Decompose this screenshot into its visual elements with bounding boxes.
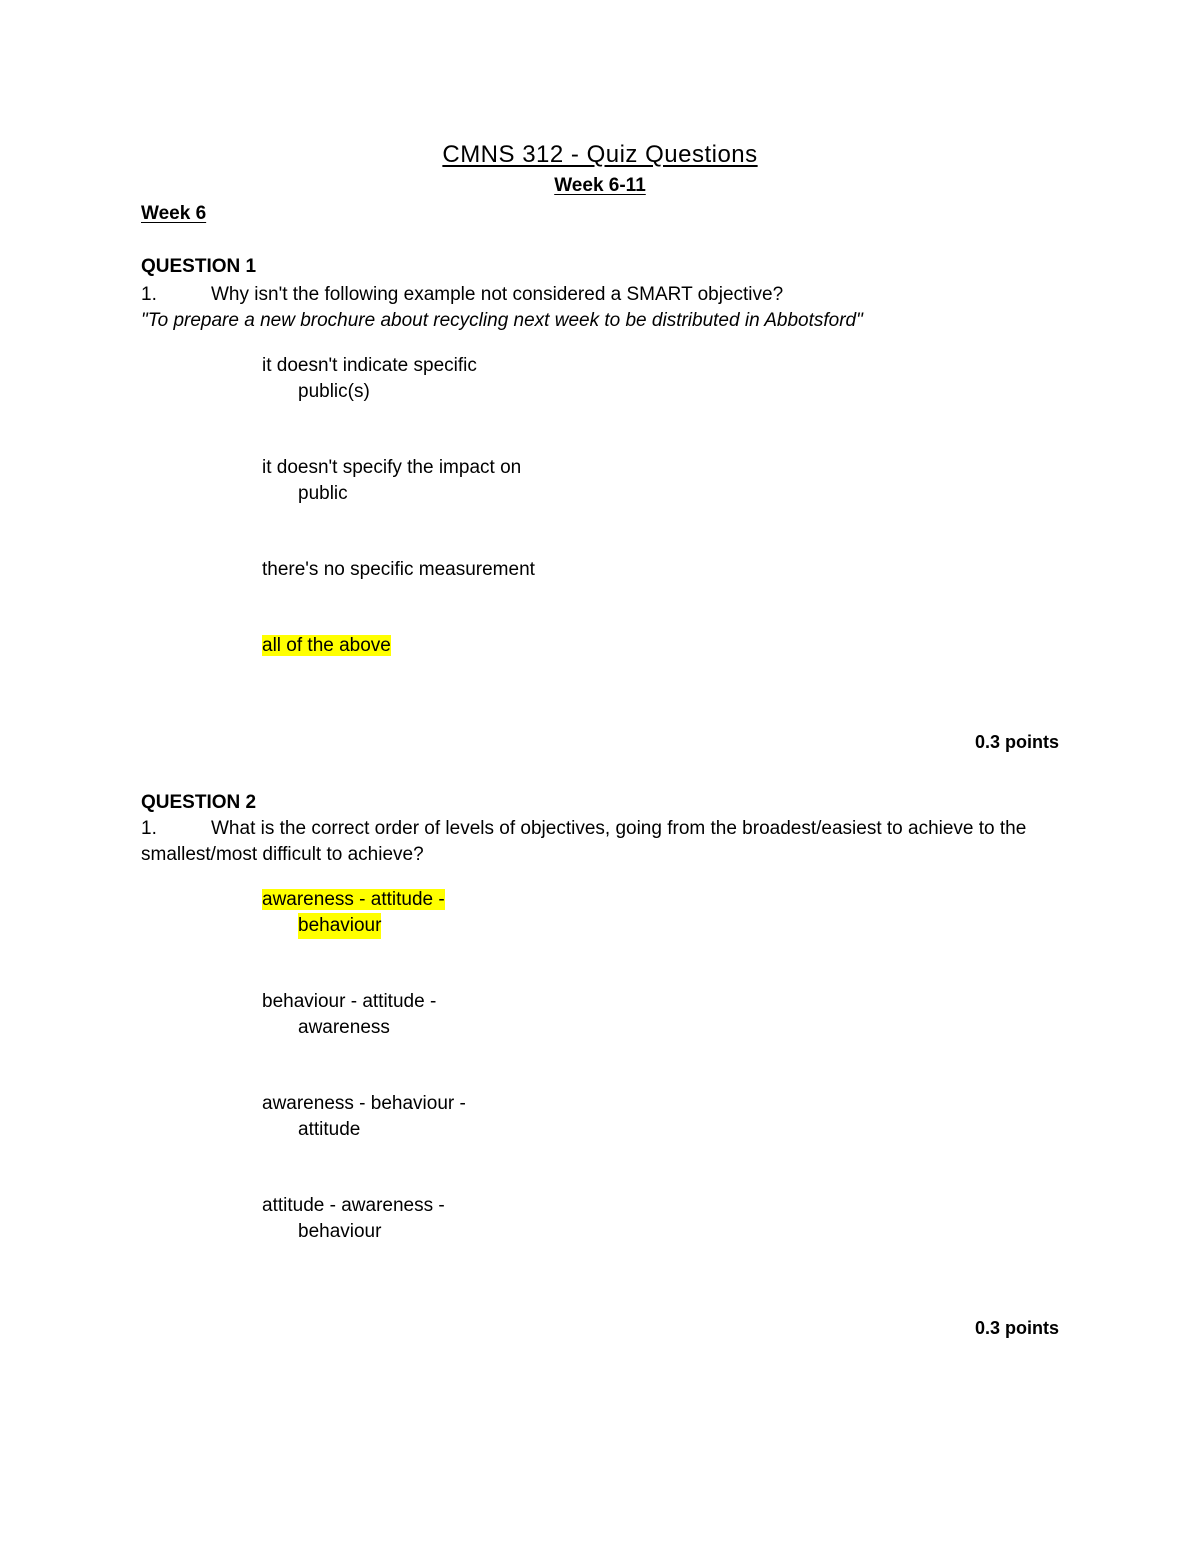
question-1-points: 0.3 points [974,732,1059,752]
question-1-prompt-line [141,284,783,306]
option-text-continued: attitude [298,1119,361,1140]
option-text: it doesn't indicate specific [262,355,477,376]
question-2-prompt: What is the correct order of levels of objectives, going from the broadest/easiest to achieve to the smallest/most difficult to achieve? [141,818,1027,865]
document-title: CMNS 312 - Quiz Questions [442,141,758,168]
question-1-prompt: Why isn't the following example not considered a SMART objective? [211,284,784,305]
option-text-continued: behaviour [298,1221,382,1242]
question-2-number: 1. [141,818,157,839]
question-2-heading: QUESTION 2 [141,792,257,813]
option-text: there's no specific measurement [262,559,535,580]
question-2-option-3[interactable] [262,1091,466,1143]
section-heading: Week 6 [141,203,207,224]
option-text-continued-highlighted: behaviour [298,913,381,939]
option-text: it doesn't specify the impact on [262,457,522,478]
question-1-option-3[interactable] [262,557,535,583]
question-1-option-4[interactable] [262,633,391,659]
question-2-points: 0.3 points [974,1318,1059,1338]
question-1-option-2[interactable] [262,455,521,507]
question-2-option-4[interactable] [262,1193,445,1245]
question-2-option-1[interactable] [262,887,445,939]
option-text-continued: public(s) [298,381,370,402]
option-text-highlighted: awareness - attitude - [262,889,445,910]
option-text: behaviour - attitude - [262,991,437,1012]
option-text: awareness - behaviour - [262,1093,466,1114]
question-1-number: 1. [141,284,157,305]
question-2-prompt-line [141,816,1061,868]
option-text-highlighted: all of the above [262,635,391,656]
question-2-option-2[interactable] [262,989,436,1041]
question-1-heading: QUESTION 1 [141,256,257,277]
question-1-quote: "To prepare a new brochure about recycling next week to be distributed in Abbotsford" [141,310,863,331]
document-subtitle: Week 6-11 [554,175,646,196]
option-text-continued: public [298,483,348,504]
question-1-option-1[interactable] [262,353,477,405]
option-text: attitude - awareness - [262,1195,445,1216]
option-text-continued: awareness [298,1017,390,1038]
